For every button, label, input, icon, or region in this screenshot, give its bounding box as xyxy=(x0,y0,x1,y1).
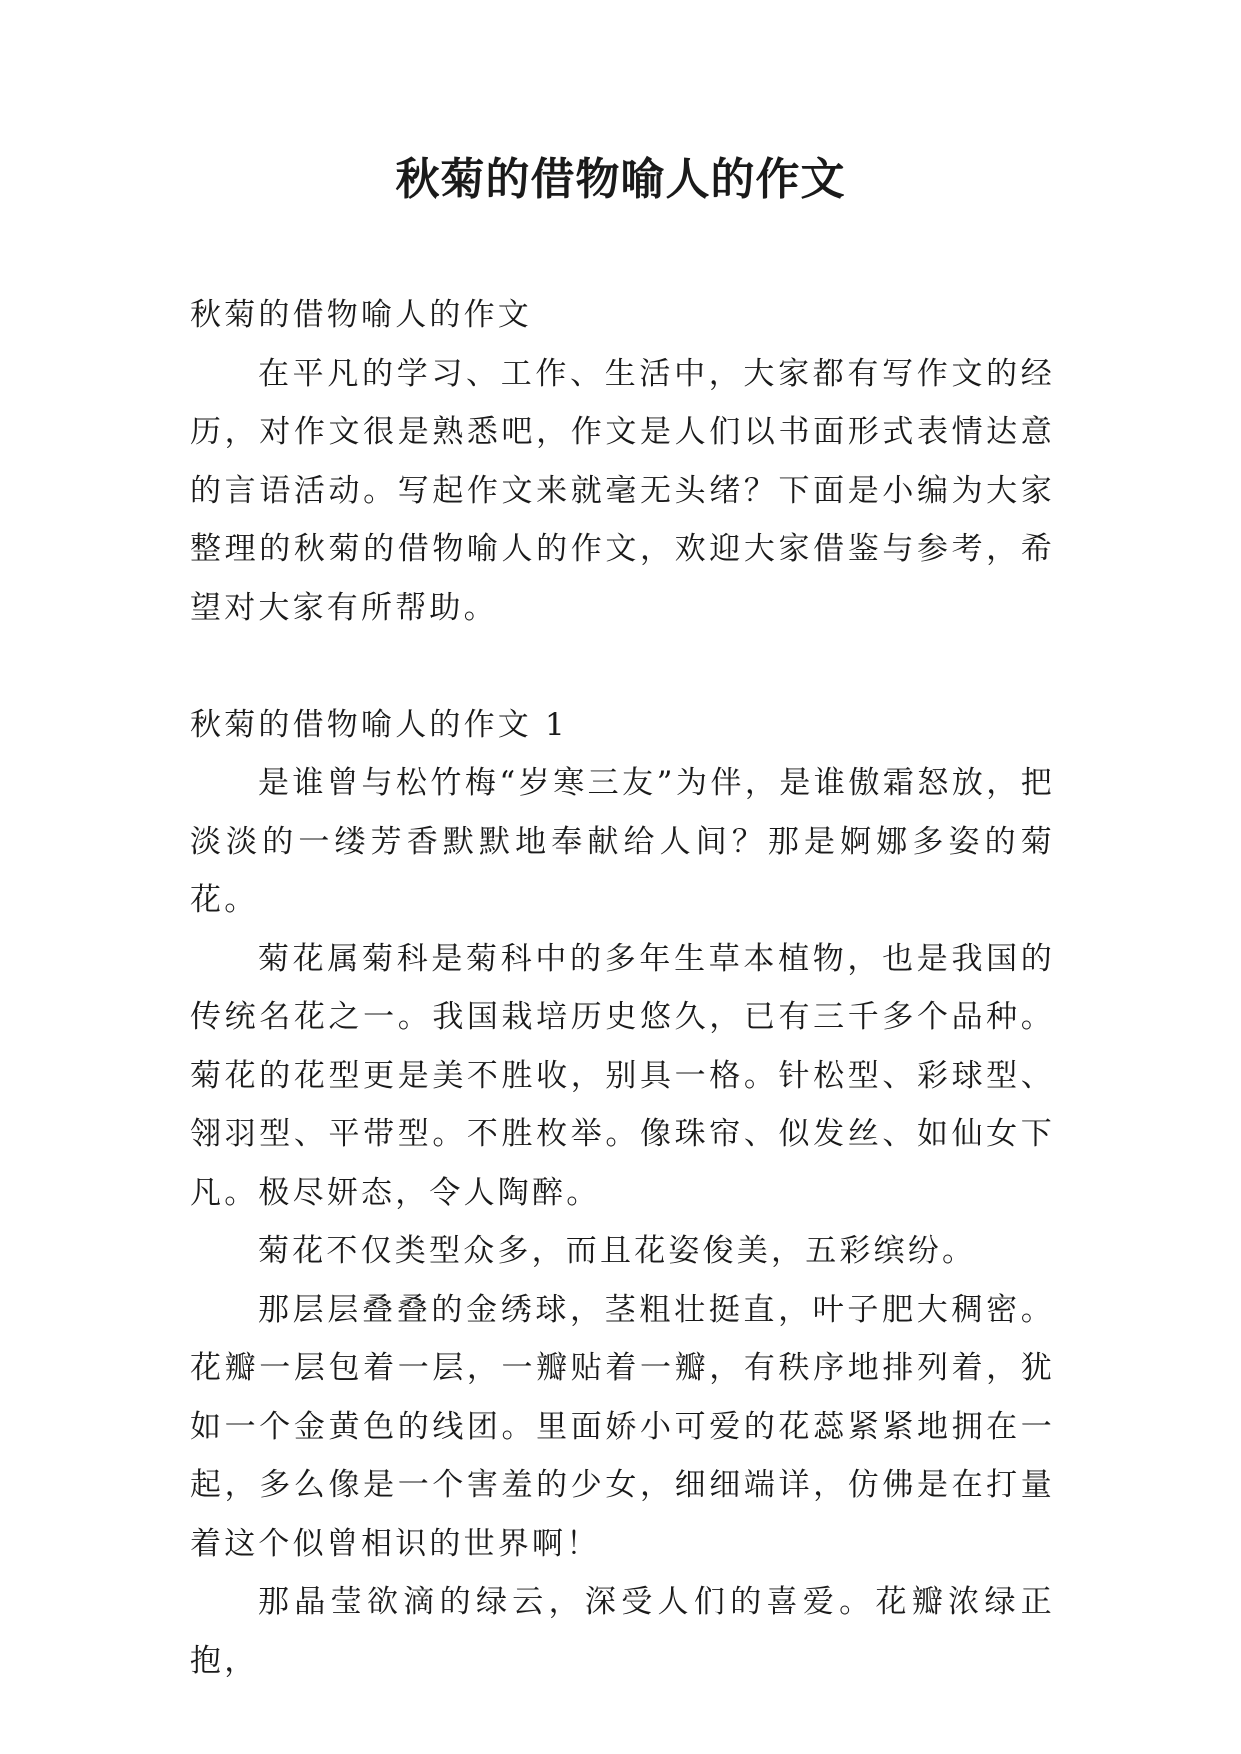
essay-paragraph: 那层层叠叠的金绣球，茎粗壮挺直，叶子肥大稠密。花瓣一层包着一层，一瓣贴着一瓣，有秩序地排列着，犹如一个金黄色的线团。里面娇小可爱的花蕊紧紧地拥在一起，多么像是一个害羞的少女，细细端详，仿佛是在打量着这个似曾相识的世界啊！ xyxy=(190,1291,1055,1562)
intro-paragraph: 在平凡的学习、工作、生活中，大家都有写作文的经历，对作文很是熟悉吧，作文是人们以书面形式表情达意的言语活动。写起作文来就毫无头绪？下面是小编为大家整理的秋菊的借物喻人的作文，欢迎大家借鉴与参考，希望对大家有所帮助。 xyxy=(190,355,1055,626)
essay-paragraph: 菊花不仅类型众多，而且花姿俊美，五彩缤纷。 xyxy=(258,1233,977,1269)
essay-paragraph: 菊花属菊科是菊科中的多年生草本植物，也是我国的传统名花之一。我国栽培历史悠久，已有三千多个品种。菊花的花型更是美不胜收，别具一格。针松型、彩球型、翎羽型、平带型。不胜枚举。像珠帘、似发丝、如仙女下凡。极尽妍态，令人陶醉。 xyxy=(190,940,1055,1211)
intro-heading: 秋菊的借物喻人的作文 xyxy=(190,297,532,333)
essay-paragraph: 那晶莹欲滴的绿云，深受人们的喜爱。花瓣浓绿正抱， xyxy=(190,1584,1055,1679)
essay-heading: 秋菊的借物喻人的作文 1 xyxy=(190,706,568,743)
section-spacer xyxy=(190,637,1055,696)
document-body xyxy=(190,286,1055,1690)
essay-paragraph: 是谁曾与松竹梅“岁寒三友”为伴，是谁傲霜怒放，把淡淡的一缕芳香默默地奉献给人间？那是婀娜多姿的菊花。 xyxy=(190,765,1055,918)
document-title: 秋菊的借物喻人的作文 xyxy=(395,154,846,205)
